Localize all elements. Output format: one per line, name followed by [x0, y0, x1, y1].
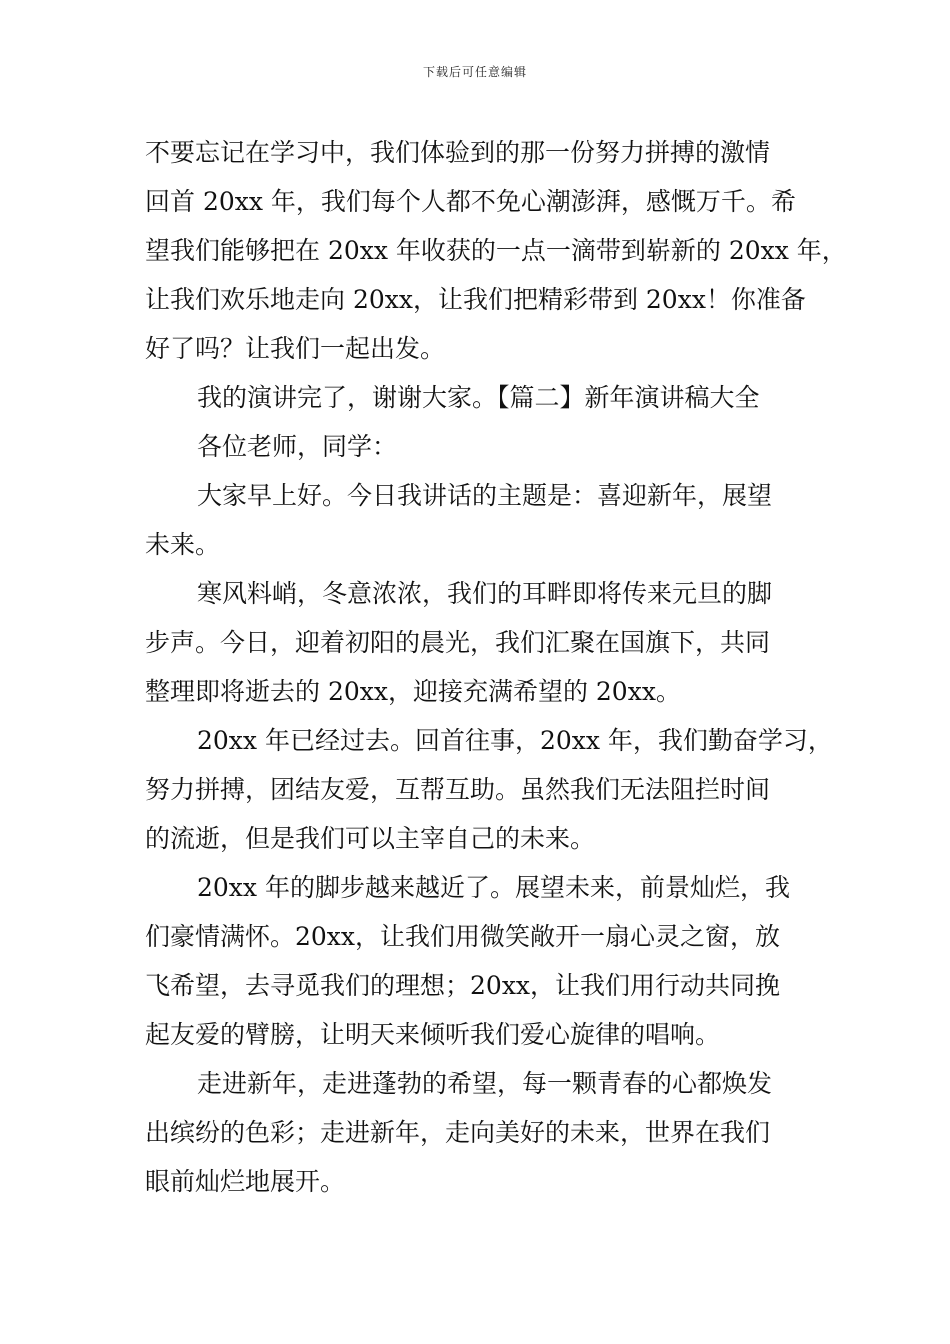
text-line: 大家早上好。今日我讲话的主题是：喜迎新年，展望 — [197, 481, 773, 510]
paragraph — [145, 1059, 825, 1206]
text-line: 们豪情满怀。20xx，让我们用微笑敞开一扇心灵之窗，放 — [145, 922, 781, 951]
text-line: 眼前灿烂地展开。 — [145, 1167, 346, 1196]
text-line: 走进新年，走进蓬勃的希望，每一颗青春的心都焕发 — [197, 1069, 773, 1098]
text-line: 努力拼搏，团结友爱，互帮互助。虽然我们无法阻拦时间 — [145, 775, 771, 804]
text-line: 好了吗？让我们一起出发。 — [145, 334, 446, 363]
text-line: 寒风料峭，冬意浓浓，我们的耳畔即将传来元旦的脚 — [197, 579, 773, 608]
text-line: 飞希望，去寻觅我们的理想；20xx，让我们用行动共同挽 — [145, 971, 781, 1000]
text-line: 整理即将逝去的 20xx，迎接充满希望的 20xx。 — [145, 677, 681, 706]
text-line: 20xx 年已经过去。回首往事，20xx 年，我们勤奋学习， — [197, 726, 833, 755]
paragraph — [145, 128, 847, 373]
text-line: 步声。今日，迎着初阳的晨光，我们汇聚在国旗下，共同 — [145, 628, 771, 657]
page-header: 下载后可任意编辑 — [422, 65, 527, 79]
text-line: 未来。 — [145, 530, 221, 559]
paragraph — [145, 471, 825, 569]
text-line: 望我们能够把在 20xx 年收获的一点一滴带到崭新的 20xx 年， — [145, 236, 847, 265]
text-line: 起友爱的臂膀，让明天来倾听我们爱心旋律的唱响。 — [145, 1020, 721, 1049]
paragraph — [145, 863, 825, 1059]
text-line: 我的演讲完了，谢谢大家。【篇二】新年演讲稿大全 — [197, 383, 760, 412]
text-line: 出缤纷的色彩；走进新年，走向美好的未来，世界在我们 — [145, 1118, 771, 1147]
paragraph — [145, 569, 825, 716]
text-line: 各位老师，同学： — [197, 432, 398, 461]
text-line: 不要忘记在学习中，我们体验到的那一份努力拼搏的激情 — [145, 138, 771, 167]
paragraph — [145, 373, 825, 422]
text-line: 让我们欢乐地走向 20xx，让我们把精彩带到 20xx！你准备 — [145, 285, 806, 314]
document-body — [145, 128, 847, 1206]
paragraph — [145, 422, 825, 471]
paragraph — [145, 716, 833, 863]
text-line: 回首 20xx 年，我们每个人都不免心潮澎湃，感慨万千。希 — [145, 187, 796, 216]
text-line: 20xx 年的脚步越来越近了。展望未来，前景灿烂，我 — [197, 873, 790, 902]
text-line: 的流逝，但是我们可以主宰自己的未来。 — [145, 824, 596, 853]
